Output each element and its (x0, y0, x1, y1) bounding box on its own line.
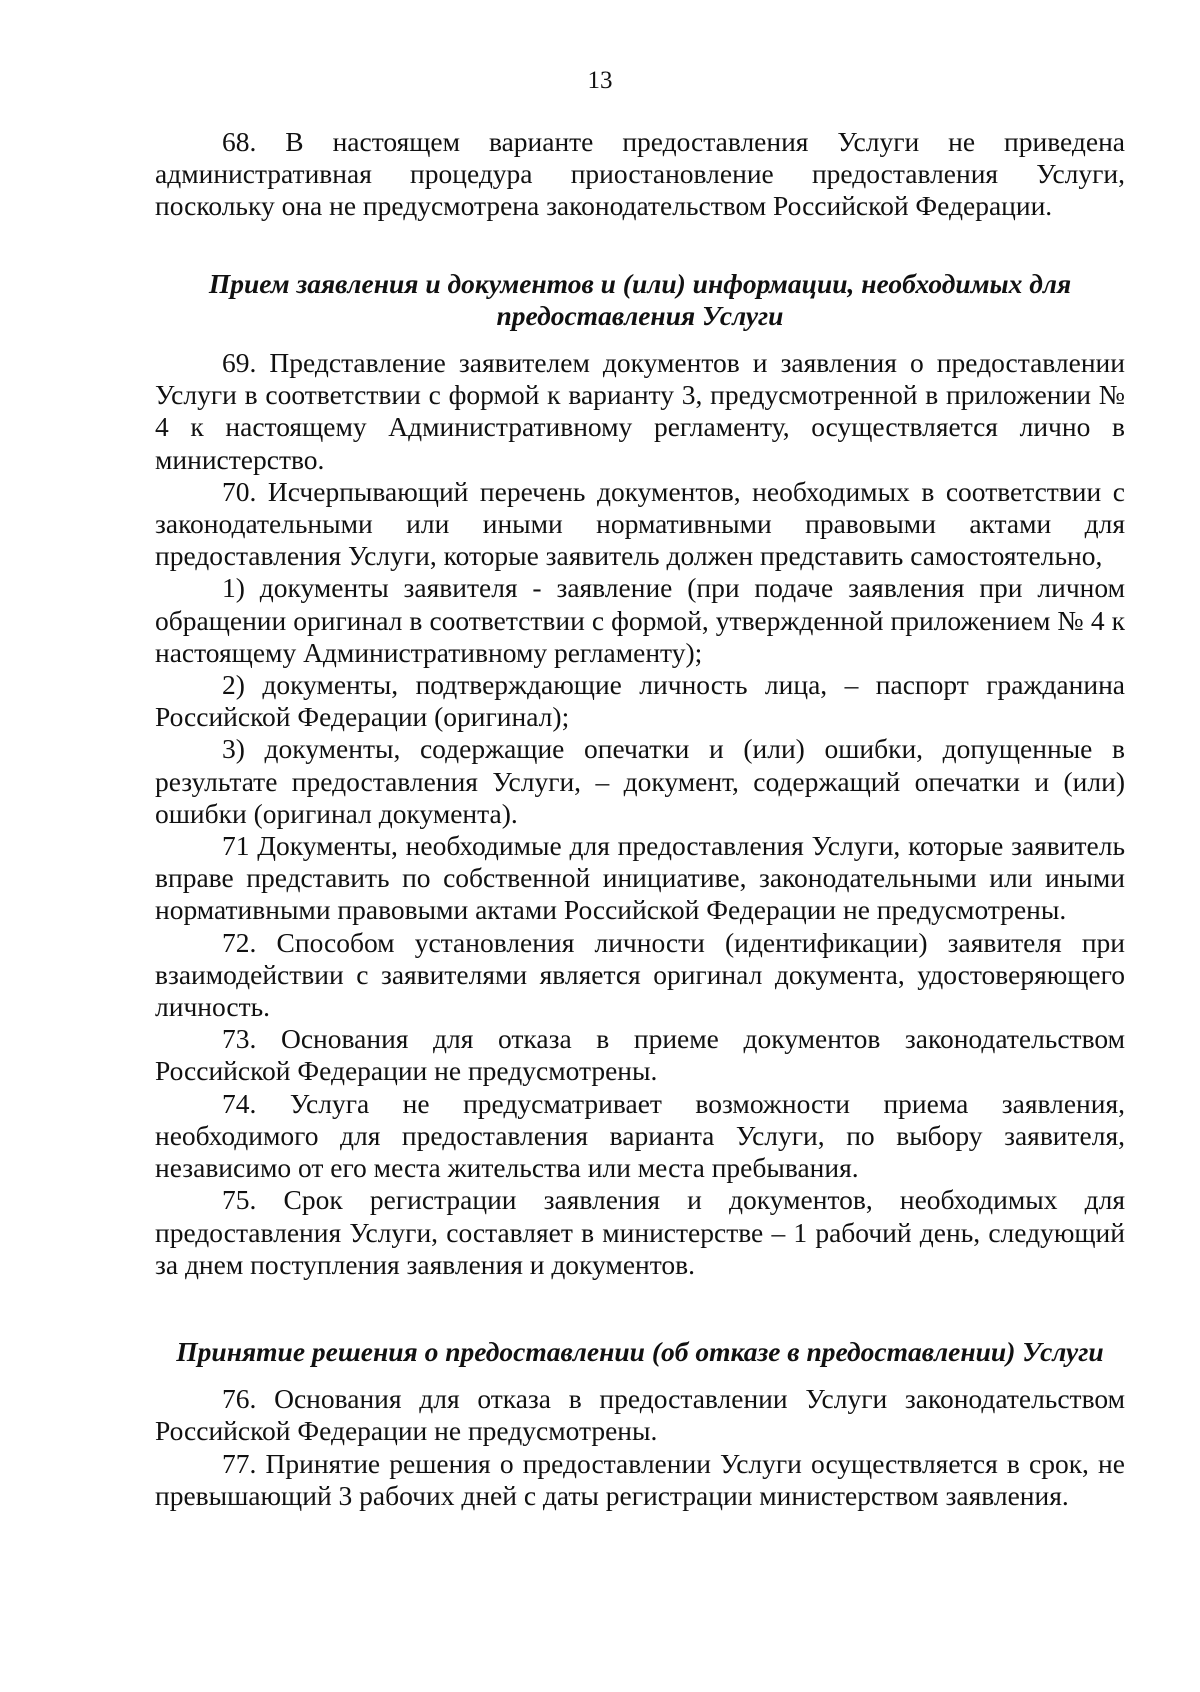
page-number: 13 (587, 67, 613, 94)
paragraph-71: 71 Документы, необходимые для предоставления Услуги, которые заявитель вправе представить по собственной инициативе, законодательными или иными нормативными правовыми актами Российской Федерации не предусмотрены. (155, 830, 1125, 926)
paragraph-73: 73. Основания для отказа в приеме документов законодательством Российской Федерации не предусмотрены. (155, 1023, 1125, 1087)
paragraph-76: 76. Основания для отказа в предоставлении Услуги законодательством Российской Федерации не предусмотрены. (155, 1383, 1125, 1447)
paragraph-69: 69. Представление заявителем документов и заявления о предоставлении Услуги в соответствии с формой к варианту 3, предусмотренной в приложении № 4 к настоящему Административному регламенту, осуществляется лично в министерство. (155, 347, 1125, 475)
section-heading-reception: Прием заявления и документов и (или) информации, необходимых для предоставления Услуги (208, 267, 1072, 331)
section-heading-decision: Принятие решения о предоставлении (об отказе в предоставлении) Услуги (176, 1335, 1104, 1367)
paragraph-70: 70. Исчерпывающий перечень документов, необходимых в соответствии с законодательными или иными нормативными правовыми актами для предоставления Услуги, которые заявитель должен представить самостоятельно, (155, 475, 1125, 572)
list-item-2: 2) документы, подтверждающие личность лица, – паспорт гражданина Российской Федерации (оригинал); (155, 669, 1125, 733)
document-body (155, 126, 1125, 1512)
paragraph-68: 68. В настоящем варианте предоставления Услуги не приведена административная процедура приостановление предоставления Услуги, поскольку она не предусмотрена законодательством Российской Федерации. (155, 126, 1125, 222)
paragraph-77: 77. Принятие решения о предоставлении Услуги осуществляется в срок, не превышающий 3 рабочих дней с даты регистрации министерством заявления. (155, 1447, 1125, 1511)
paragraph-75: 75. Срок регистрации заявления и документов, необходимых для предоставления Услуги, составляет в министерстве – 1 рабочий день, следующий за днем поступления заявления и документов. (155, 1184, 1125, 1280)
paragraph-72: 72. Способом установления личности (идентификации) заявителя при взаимодействии с заявителями является оригинал документа, удостоверяющего личность. (155, 926, 1125, 1023)
list-item-1: 1) документы заявителя - заявление (при подаче заявления при личном обращении оригинал в соответствии с формой, утвержденной приложением № 4 к настоящему Административному регламенту); (155, 572, 1125, 668)
paragraph-74: 74. Услуга не предусматривает возможности приема заявления, необходимого для предоставления варианта Услуги, по выбору заявителя, независимо от его места жительства или места пребывания. (155, 1087, 1125, 1184)
list-item-3: 3) документы, содержащие опечатки и (или) ошибки, допущенные в результате предоставления Услуги, – документ, содержащий опечатки и (или) ошибки (оригинал документа). (155, 733, 1125, 829)
